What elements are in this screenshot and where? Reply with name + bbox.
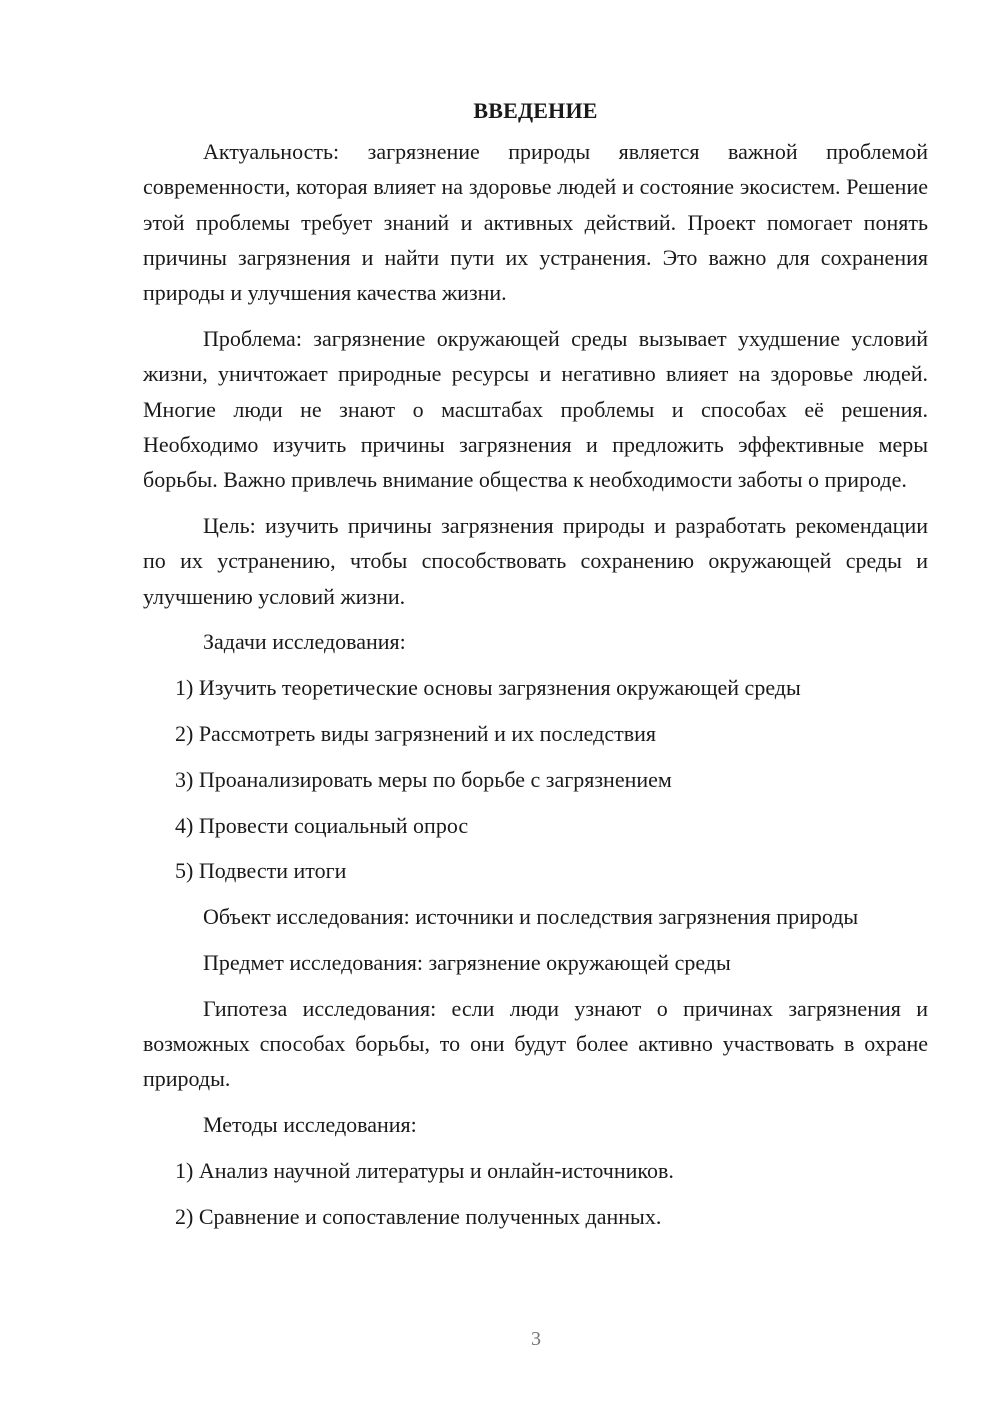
list-item: 1) Изучить теоретические основы загрязнения окружающей среды	[175, 675, 801, 701]
list-item: 4) Провести социальный опрос	[175, 812, 469, 838]
tasks-list	[143, 670, 928, 888]
relevance-paragraph: Актуальность: загрязнение природы является важной проблемой современности, которая влияет на здоровье людей и состояние экосистем. Решение этой проблемы требует знаний и активных действий. Проект помогает понять причины загрязнения и найти пути их устранения. Это важно для сохранения природы и улучшения качества жизни.	[143, 139, 928, 306]
document-page	[143, 93, 928, 1245]
methods-list	[143, 1153, 928, 1234]
subject-paragraph: Предмет исследования: загрязнение окружающей среды	[203, 949, 731, 975]
list-item: 2) Рассмотреть виды загрязнений и их последствия	[175, 720, 657, 746]
hypothesis-paragraph: Гипотеза исследования: если люди узнают о причинах загрязнения и возможных способах борьбы, то они будут более активно участвовать в охране природы.	[143, 995, 928, 1092]
methods-heading: Методы исследования:	[203, 1112, 417, 1138]
list-item: 5) Подвести итоги	[175, 858, 347, 884]
list-item: 2) Сравнение и сопоставление полученных данных.	[175, 1203, 662, 1229]
goal-paragraph: Цель: изучить причины загрязнения природы и разработать рекомендации по их устранению, чтобы способствовать сохранению окружающей среды и улучшению условий жизни.	[143, 512, 928, 609]
list-item: 1) Анализ научной литературы и онлайн-источников.	[175, 1157, 674, 1183]
list-item: 3) Проанализировать меры по борьбе с загрязнением	[175, 766, 672, 792]
problem-paragraph: Проблема: загрязнение окружающей среды вызывает ухудшение условий жизни, уничтожает природные ресурсы и негативно влияет на здоровье людей. Многие люди не знают о масштабах проблемы и способах её решения. Необходимо изучить причины загрязнения и предложить эффективные меры борьбы. Важно привлечь внимание общества к необходимости заботы о природе.	[143, 325, 928, 493]
page-title: ВВЕДЕНИЕ	[473, 98, 598, 123]
page-number: 3	[531, 1328, 541, 1350]
object-paragraph: Объект исследования: источники и последствия загрязнения природы	[203, 904, 859, 930]
tasks-heading: Задачи исследования:	[203, 629, 406, 655]
